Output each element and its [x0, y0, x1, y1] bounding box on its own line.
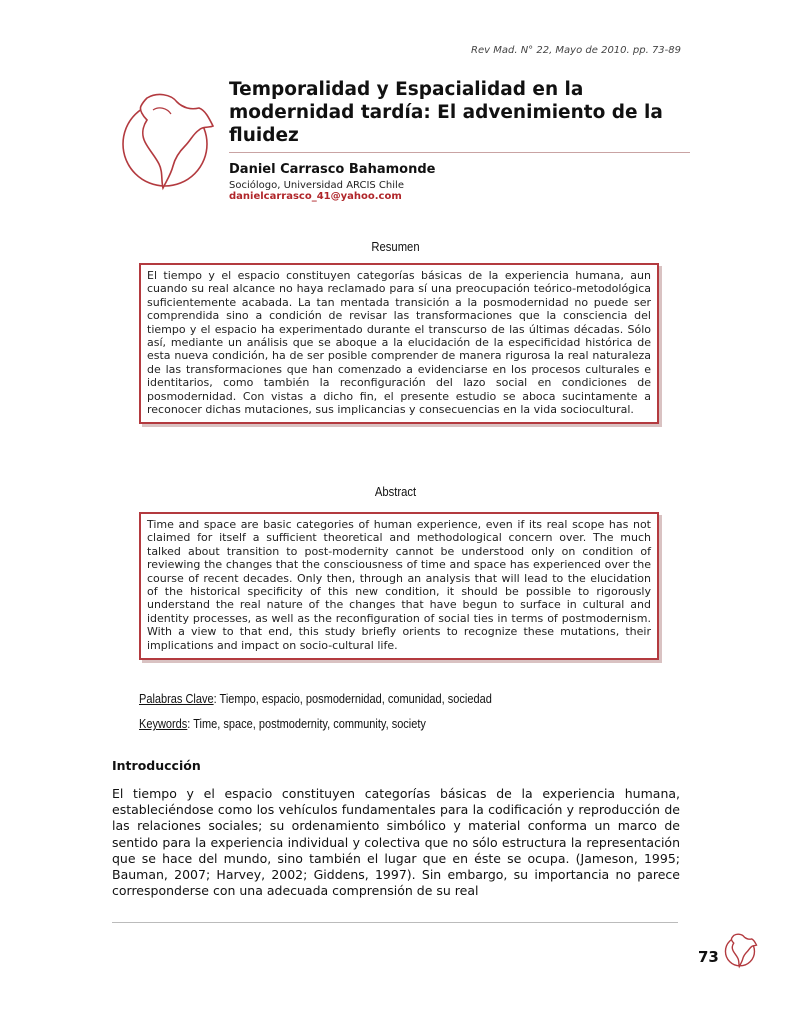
author-email[interactable]: danielcarrasco_41@yahoo.com	[229, 191, 402, 202]
keywords-en	[139, 717, 426, 731]
footer-logo-icon	[722, 932, 760, 970]
article-title: Temporalidad y Espacialidad en la modernidad tardía: El advenimiento de la fluidez	[229, 79, 663, 146]
keywords-en-terms: : Time, space, postmodernity, community, society	[187, 717, 426, 731]
footer-divider	[112, 922, 678, 923]
keywords-en-label: Keywords	[139, 717, 188, 731]
journal-reference: Rev Mad. N° 22, Mayo de 2010. pp. 73-89	[471, 45, 681, 56]
resumen-heading: Resumen	[371, 240, 420, 254]
keywords-es-terms: : Tiempo, espacio, posmodernidad, comunidad, sociedad	[213, 692, 492, 706]
introduction-body: El tiempo y el espacio constituyen categorías básicas de la experiencia humana, estableciéndose como los vehículos fundamentales para la codificación y reproducción de las relaciones sociales; su ordenamiento simbólico y material conforma un marco de sentido para la experiencia individual y colectiva que no sólo estructura la representación que se hace del mundo, sino también el lugar que en éste se ocupa. (Jameson, 1995; Bauman, 2007; Harvey, 2002; Giddens, 1997). Sin embargo, su importancia no parece corresponderse con una adecuada comprensión de su real	[112, 786, 680, 899]
resumen-box: El tiempo y el espacio constituyen categorías básicas de la experiencia humana, aun cuando su real alcance no haya reclamado para sí una preocupación teórico-metodológica suficientemente acabada. La tan mentada transición a la posmodernidad no puede ser comprendida sino a condición de revisar las transformaciones que la consciencia del tiempo y el espacio ha experimentado durante el transcurso de las últimas décadas. Sólo así, mediante un análisis que se aboque a la elucidación de la especificidad histórica de esta nueva condición, ha de ser posible comprender de manera rigurosa la real naturaleza de las transformaciones que han comenzado a evidenciarse en los procesos culturales e identitarios, como también la reconfiguración del lazo social en condiciones de posmodernidad. Con vistas a dicho fin, el presente estudio se aboca sucintamente a reconocer dichas mutaciones, sus implicancias y consecuencias en la vida sociocultural.	[139, 263, 659, 424]
author-name: Daniel Carrasco Bahamonde	[229, 162, 436, 177]
title-divider	[229, 152, 690, 153]
journal-logo-icon	[113, 88, 223, 198]
author-affiliation: Sociólogo, Universidad ARCIS Chile	[229, 180, 404, 191]
abstract-heading: Abstract	[374, 485, 417, 499]
introduction-heading: Introducción	[112, 758, 201, 773]
abstract-box: Time and space are basic categories of human experience, even if its real scope has not claimed for itself a sufficient theoretical and methodological concern over. The much talked about transition to post-modernity cannot be understood only on condition of reviewing the changes that the consciousness of time and space has experienced over the course of recent decades. Only then, through an analysis that will lead to the elucidation of the historical specificity of this new condition, it should be possible to rigorously understand the real nature of the changes that have begun to surface in cultural and identity processes, as well as the reconfiguration of social ties in terms of postmodernism. With a view to that end, this study briefly orients to recognize these mutations, their implications and impact on socio-cultural life.	[139, 512, 659, 660]
keywords-es	[139, 692, 492, 706]
page-number: 73	[698, 948, 719, 966]
author-block	[229, 162, 435, 202]
keywords-es-label: Palabras Clave	[139, 692, 214, 706]
